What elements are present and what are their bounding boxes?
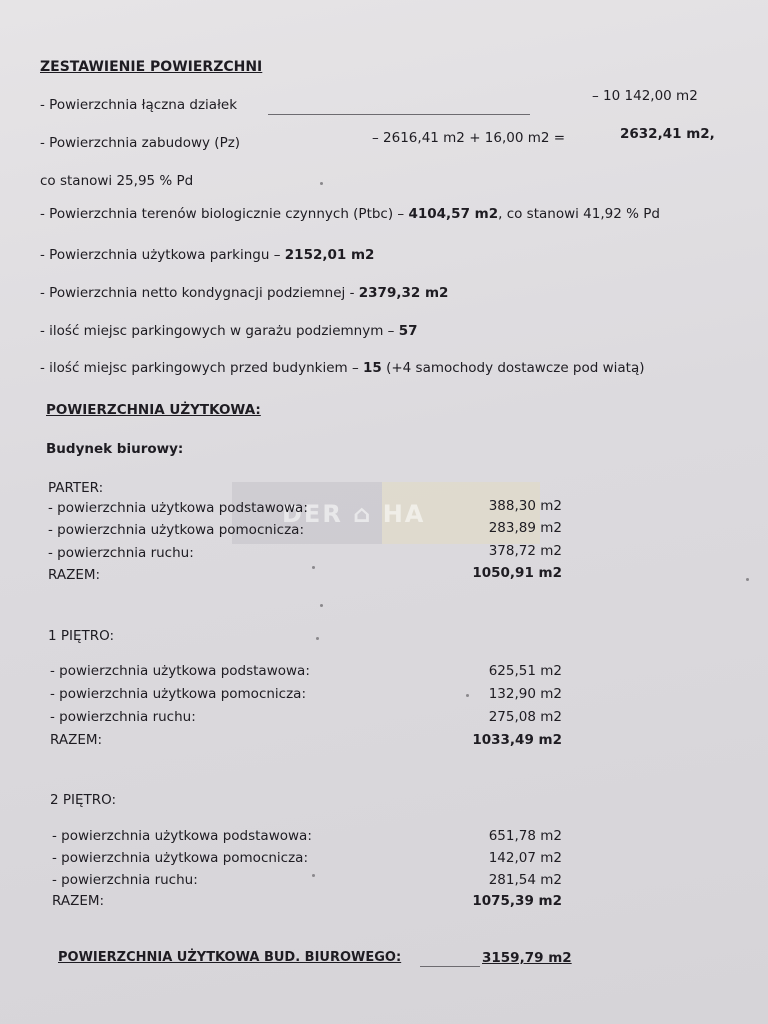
bio-area-suffix: , co stanowi 41,92 % Pd [498,206,660,222]
garage-spaces-value: 57 [398,323,418,339]
floor2-row-value: 142,07 m2 [488,850,562,866]
grand-total-label: POWIERZCHNIA UŻYTKOWA BUD. BIUROWEGO: [58,950,402,965]
parter-row-label: - powierzchnia ruchu: [48,545,194,561]
scan-speck [312,566,315,569]
floor2-total-label: RAZEM: [52,893,105,909]
floor2-row-label: - powierzchnia ruchu: [52,872,198,888]
outdoor-spaces-value: 15 [363,360,382,376]
floor2-row-value: 281,54 m2 [488,872,562,888]
scan-speck [746,578,749,581]
watermark-text: DER ⌂ HA [282,500,426,528]
underground-prefix: - Powierzchnia netto kondygnacji podziemnej - [40,285,355,301]
parter-row-value: 378,72 m2 [488,543,562,559]
floor2-row-label: - powierzchnia użytkowa podstawowa: [52,828,312,844]
garage-spaces-prefix: - ilość miejsc parkingowych w garażu podziemnym – [40,323,395,339]
scan-speck [312,874,315,877]
scan-speck [320,182,323,185]
parking-area-value: 2152,01 m2 [284,247,375,263]
floor1-row-value: 275,08 m2 [488,709,562,725]
floor1-row-value: 132,90 m2 [488,686,562,702]
total-area-value: – 10 142,00 m2 [592,88,698,104]
floor2-total-value: 1075,39 m2 [472,893,562,909]
total-area-fill-line [268,114,530,115]
scan-speck [320,604,323,607]
parter-row-label: - powierzchnia użytkowa pomocnicza: [48,522,304,538]
built-area-label: - Powierzchnia zabudowy (Pz) [40,135,241,151]
floor-name-2: 2 PIĘTRO: [50,792,117,808]
floor2-row-value: 651,78 m2 [488,828,562,844]
grand-total-fill-line [420,966,480,967]
parking-area-prefix: - Powierzchnia użytkowa parkingu – [40,247,281,263]
bio-area-value: 4104,57 m2 [408,206,499,222]
parter-row-value: 388,30 m2 [488,498,562,514]
document-title: ZESTAWIENIE POWIERZCHNI [40,59,263,75]
floor2-row-label: - powierzchnia użytkowa pomocnicza: [52,850,308,866]
parter-row-label: - powierzchnia użytkowa podstawowa: [48,500,308,516]
floor1-row-label: - powierzchnia ruchu: [50,709,196,725]
floor1-row-label: - powierzchnia użytkowa podstawowa: [50,663,310,679]
floor1-row-label: - powierzchnia użytkowa pomocnicza: [50,686,306,702]
scan-speck [316,637,319,640]
total-area-label: - Powierzchnia łączna działek [40,97,238,113]
scan-speck [466,694,469,697]
parter-total-label: RAZEM: [48,567,101,583]
outdoor-spaces-suffix: (+4 samochody dostawcze pod wiatą) [386,360,645,376]
parter-total-value: 1050,91 m2 [472,565,562,581]
floor-name-parter: PARTER: [48,480,104,496]
floor-name-1: 1 PIĘTRO: [48,628,115,644]
bio-area-prefix: - Powierzchnia terenów biologicznie czynnych (Ptbc) – [40,206,405,222]
built-area-value: 2632,41 m2, [620,126,715,142]
grand-total-value: 3159,79 m2 [482,950,572,966]
built-area-share: co stanowi 25,95 % Pd [40,173,194,189]
garage-spaces-line [40,323,417,339]
outdoor-spaces-line [40,360,645,376]
floor1-total-value: 1033,49 m2 [472,732,562,748]
underground-value: 2379,32 m2 [358,285,449,301]
floor1-total-label: RAZEM: [50,732,103,748]
parking-area-line [40,247,374,263]
built-area-calc: – 2616,41 m2 + 16,00 m2 = [372,130,566,146]
usable-area-title: POWIERZCHNIA UŻYTKOWA: [46,402,261,418]
bio-area-line [40,206,660,222]
building-heading: Budynek biurowy: [46,441,184,457]
outdoor-spaces-prefix: - ilość miejsc parkingowych przed budynkiem – [40,360,359,376]
underground-area-line [40,285,448,301]
parter-row-value: 283,89 m2 [488,520,562,536]
floor1-row-value: 625,51 m2 [488,663,562,679]
